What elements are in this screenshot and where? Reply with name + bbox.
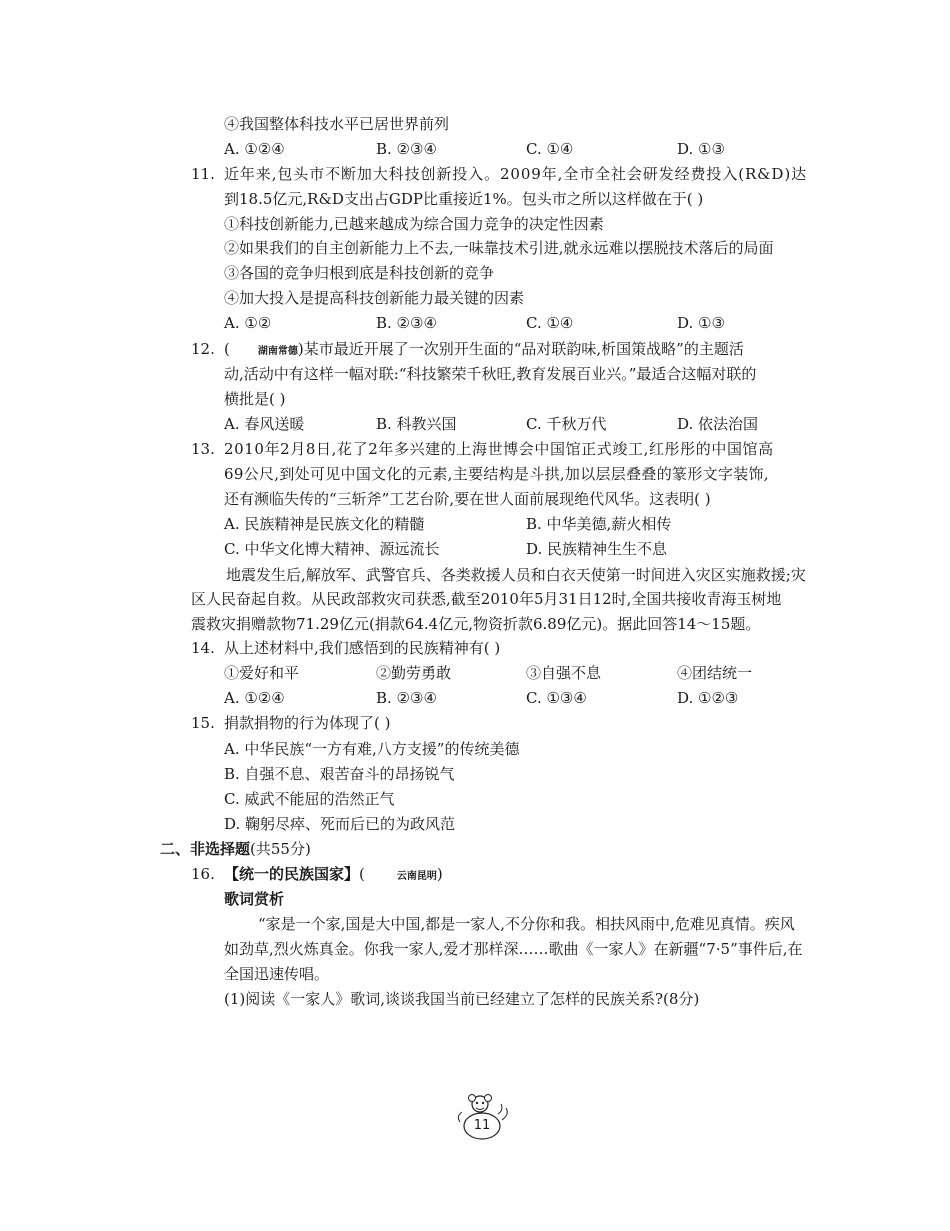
q12-stem-line-3: 横批是( ) xyxy=(224,390,286,408)
q13-option-c: C. 中华文化博大精神、源远流长 xyxy=(224,540,440,558)
page-number-badge xyxy=(452,1092,516,1142)
page-number: 11 xyxy=(473,1118,491,1133)
q10-option-c: C. ①④ xyxy=(526,140,574,158)
q12-source-open: ( xyxy=(224,340,230,358)
q16-source-open: ( xyxy=(359,865,365,883)
q10-option-b: B. ②③④ xyxy=(376,140,437,158)
section-heading xyxy=(160,839,311,859)
q16-subquestion-1: (1)阅读《一家人》歌词,谈谈我国当前已经建立了怎样的民族关系?(8分) xyxy=(224,990,700,1008)
q12-stem-line-1 xyxy=(224,339,744,362)
material-line-3: 震救灾捐赠款物71.29亿元(捐款64.4亿元,物资折款6.89亿元)。据此回答14～15题。 xyxy=(191,615,761,633)
q16-source-close: ) xyxy=(436,865,443,883)
q16-header xyxy=(224,864,443,887)
q16-lyrics-line-3: 全国迅速传唱。 xyxy=(224,965,330,983)
q14-option-a: A. ①②④ xyxy=(224,689,285,707)
q14-number: 14. xyxy=(191,639,215,657)
material-line-1: 地震发生后,解放军、武警官兵、各类救援人员和白衣天使第一时间进入灾区实施救援;灾 xyxy=(226,566,806,584)
q14-item-2: ②勤劳勇敢 xyxy=(376,664,452,682)
q14-stem: 从上述材料中,我们感悟到的民族精神有( ) xyxy=(224,639,501,657)
section-score: (共55分) xyxy=(250,840,311,858)
q16-topic: 【统一的民族国家】 xyxy=(224,865,360,883)
q14-item-1: ①爱好和平 xyxy=(224,664,300,682)
q10-option-d: D. ①③ xyxy=(677,140,725,158)
q16-source: 云南昆明 xyxy=(396,871,437,882)
q13-stem-line-3: 还有濒临失传的“三斩斧”工艺台阶,要在世人面前展现绝代风华。这表明( ) xyxy=(224,490,711,508)
q12-stem-line-2: 动,活动中有这样一幅对联:“科技繁荣千秋旺,教育发展百业兴。”最适合这幅对联的 xyxy=(224,365,757,383)
q13-stem-line-1: 2010年2月8日,花了2年多兴建的上海世博会中国馆正式竣工,红彤彤的中国馆高 xyxy=(224,440,774,458)
q16-lyrics-line-1: “家是一个家,国是大中国,都是一家人,不分你和我。相扶风雨中,危难见真情。疾风 xyxy=(258,915,795,933)
q11-item-2: ②如果我们的自主创新能力上不去,一味靠技术引进,就永远难以摆脱技术落后的局面 xyxy=(224,239,774,257)
q13-option-d: D. 民族精神生生不息 xyxy=(526,540,668,558)
q16-subtitle: 歌词赏析 xyxy=(224,890,285,908)
q15-option-a: A. 中华民族“一方有难,八方支援”的传统美德 xyxy=(224,740,520,758)
q11-number: 11. xyxy=(191,165,215,183)
q11-item-1: ①科技创新能力,已越来越成为综合国力竞争的决定性因素 xyxy=(224,215,604,233)
mascot-icon xyxy=(452,1092,516,1142)
q11-stem-line-2: 到18.5亿元,R&D支出占GDP比重接近1%。包头市之所以这样做在于( ) xyxy=(224,190,704,208)
q11-option-d: D. ①③ xyxy=(677,314,725,332)
q11-item-4: ④加大投入是提高科技创新能力最关键的因素 xyxy=(224,289,525,307)
q13-option-a: A. 民族精神是民族文化的精髓 xyxy=(224,515,425,533)
q11-option-a: A. ①② xyxy=(224,314,272,332)
q12-option-a: A. 春风送暖 xyxy=(224,415,305,433)
section-title: 二、非选择题 xyxy=(160,840,251,858)
q14-option-c: C. ①③④ xyxy=(526,689,587,707)
q15-number: 15. xyxy=(191,714,215,732)
q15-option-d: D. 鞠躬尽瘁、死而后已的为政风范 xyxy=(224,815,456,833)
q12-stem-text-1: )某市最近开展了一次别开生面的“品对联韵味,析国策战略”的主题活 xyxy=(297,340,744,358)
q16-number: 16. xyxy=(191,865,215,883)
q16-lyrics-line-2: 如劲草,烈火炼真金。你我一家人,爱才那样深……歌曲《一家人》在新疆“7·5”事件后,在 xyxy=(224,940,803,958)
q14-item-3: ③自强不息 xyxy=(526,664,602,682)
q14-item-4: ④团结统一 xyxy=(677,664,753,682)
q13-number: 13. xyxy=(191,440,215,458)
q12-option-c: C. 千秋万代 xyxy=(526,415,607,433)
q15-option-b: B. 自强不息、艰苦奋斗的昂扬锐气 xyxy=(224,765,455,783)
q11-item-3: ③各国的竞争归根到底是科技创新的竞争 xyxy=(224,264,495,282)
q15-option-c: C. 威武不能屈的浩然正气 xyxy=(224,790,395,808)
q10-item-4: ④我国整体科技水平已居世界前列 xyxy=(224,115,450,133)
q14-option-d: D. ①②③ xyxy=(677,689,739,707)
q13-stem-line-2: 69公尺,到处可见中国文化的元素,主要结构是斗拱,加以层层叠叠的篆形文字装饰, xyxy=(224,465,769,483)
q11-option-b: B. ②③④ xyxy=(376,314,437,332)
q15-stem: 捐款捐物的行为体现了( ) xyxy=(224,714,391,732)
q14-option-b: B. ②③④ xyxy=(376,689,437,707)
q12-source: 湖南常德 xyxy=(257,346,298,357)
q11-stem-line-1: 近年来,包头市不断加大科技创新投入。2009年,全市全社会研发经费投入(R&D)达 xyxy=(224,165,807,183)
q12-number: 12. xyxy=(191,340,215,358)
q11-option-c: C. ①④ xyxy=(526,314,574,332)
q13-option-b: B. 中华美德,薪火相传 xyxy=(526,515,672,533)
q12-option-b: B. 科教兴国 xyxy=(376,415,457,433)
q12-option-d: D. 依法治国 xyxy=(677,415,759,433)
material-line-2: 区人民奋起自救。从民政部救灾司获悉,截至2010年5月31日12时,全国共接收青海玉树地 xyxy=(191,590,782,608)
q10-option-a: A. ①②④ xyxy=(224,140,285,158)
